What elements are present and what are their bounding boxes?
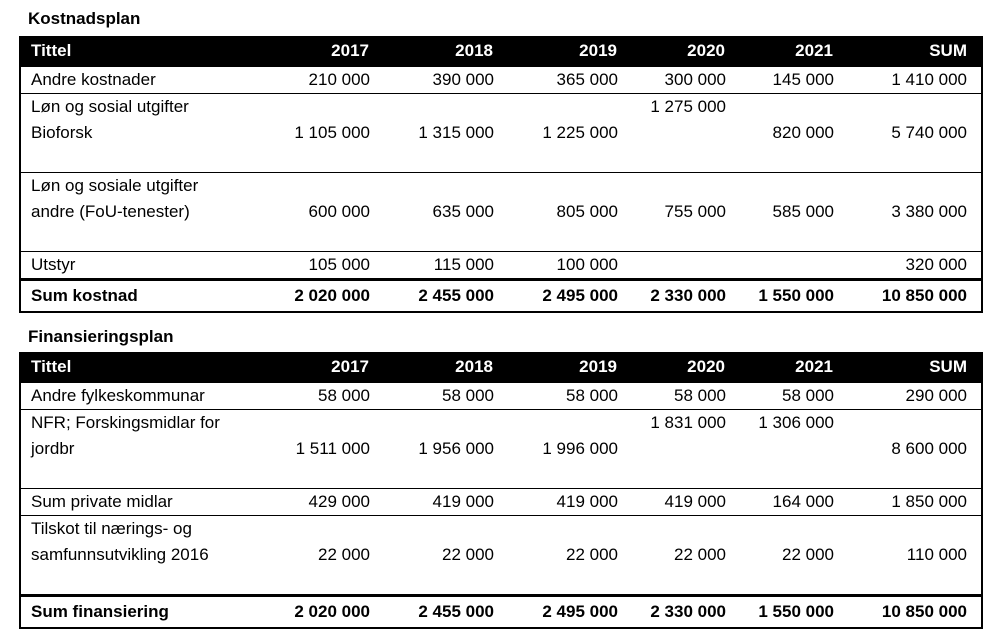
row-label-line: Løn og sosial utgifter <box>31 97 189 116</box>
cell-value: 1 306 000 <box>740 410 848 489</box>
cell-value <box>632 252 740 280</box>
cell-value: 105 000 <box>254 252 384 280</box>
cell-value: 8 600 000 <box>848 410 982 489</box>
cell-value: 1 315 000 <box>384 94 508 173</box>
finansieringsplan-table <box>19 352 983 629</box>
cell-value: 290 000 <box>848 383 982 410</box>
cell-value: 390 000 <box>384 67 508 94</box>
row-label-line: Tilskot til nærings- og <box>31 519 192 538</box>
cell-value: 100 000 <box>508 252 632 280</box>
cell-value: 58 000 <box>384 383 508 410</box>
cell-value: 1 956 000 <box>384 410 508 489</box>
sum-value: 2 330 000 <box>632 596 740 629</box>
row-label-line: Løn og sosiale utgifter <box>31 176 199 195</box>
row-label: Sum private midlar <box>20 489 254 516</box>
row-label <box>20 173 254 252</box>
cell-value: 58 000 <box>740 383 848 410</box>
row-label-line: andre (FoU-tenester) <box>31 202 190 221</box>
header-cell: 2017 <box>254 36 384 67</box>
header-cell: 2019 <box>508 36 632 67</box>
table-header-row <box>20 352 982 383</box>
sum-value: 10 850 000 <box>848 596 982 629</box>
table-row <box>20 383 982 410</box>
cell-value: 320 000 <box>848 252 982 280</box>
cell-value: 755 000 <box>632 173 740 252</box>
header-cell: 2020 <box>632 36 740 67</box>
header-cell: 2021 <box>740 352 848 383</box>
header-cell: 2019 <box>508 352 632 383</box>
sum-value: 2 455 000 <box>384 596 508 629</box>
cell-value: 585 000 <box>740 173 848 252</box>
row-label-line: NFR; Forskingsmidlar for <box>31 413 220 432</box>
header-cell: SUM <box>848 352 982 383</box>
cell-value: 419 000 <box>632 489 740 516</box>
cell-value: 419 000 <box>384 489 508 516</box>
row-label: Andre fylkeskommunar <box>20 383 254 410</box>
cell-value: 164 000 <box>740 489 848 516</box>
table-header-row <box>20 36 982 67</box>
cell-value: 145 000 <box>740 67 848 94</box>
header-cell: SUM <box>848 36 982 67</box>
cell-value: 805 000 <box>508 173 632 252</box>
cell-value: 1 831 000 <box>632 410 740 489</box>
row-label <box>20 410 254 489</box>
kostnadsplan-table <box>19 36 983 313</box>
cell-value: 22 000 <box>632 516 740 596</box>
row-label-line: jordbr <box>31 439 75 458</box>
cell-value: 22 000 <box>254 516 384 596</box>
table-row <box>20 516 982 596</box>
kostnadsplan-title: Kostnadsplan <box>28 9 141 28</box>
sum-value: 2 020 000 <box>254 280 384 313</box>
sum-value: 2 330 000 <box>632 280 740 313</box>
sum-value: 2 495 000 <box>508 596 632 629</box>
cell-value: 115 000 <box>384 252 508 280</box>
cell-value: 5 740 000 <box>848 94 982 173</box>
header-cell: 2018 <box>384 352 508 383</box>
sum-value: 1 550 000 <box>740 596 848 629</box>
sum-value: 1 550 000 <box>740 280 848 313</box>
cell-value: 1 225 000 <box>508 94 632 173</box>
finansieringsplan-title: Finansieringsplan <box>28 327 174 346</box>
cell-value: 1 275 000 <box>632 94 740 173</box>
sum-label: Sum kostnad <box>20 280 254 313</box>
header-cell: 2017 <box>254 352 384 383</box>
cell-value: 1 511 000 <box>254 410 384 489</box>
table-row <box>20 94 982 173</box>
cell-value: 300 000 <box>632 67 740 94</box>
cell-value: 58 000 <box>254 383 384 410</box>
header-cell: 2018 <box>384 36 508 67</box>
cell-value <box>740 252 848 280</box>
cell-value: 22 000 <box>384 516 508 596</box>
cell-value: 419 000 <box>508 489 632 516</box>
cell-value: 3 380 000 <box>848 173 982 252</box>
table-row <box>20 252 982 280</box>
row-label-line: Bioforsk <box>31 123 93 142</box>
row-label-line: samfunnsutvikling 2016 <box>31 545 209 564</box>
cell-value: 1 105 000 <box>254 94 384 173</box>
sum-value: 2 020 000 <box>254 596 384 629</box>
sum-value: 2 455 000 <box>384 280 508 313</box>
table-row <box>20 489 982 516</box>
cell-value: 365 000 <box>508 67 632 94</box>
table-row <box>20 67 982 94</box>
table-row <box>20 173 982 252</box>
sum-value: 10 850 000 <box>848 280 982 313</box>
cell-value: 1 850 000 <box>848 489 982 516</box>
cell-value: 1 996 000 <box>508 410 632 489</box>
cell-value: 110 000 <box>848 516 982 596</box>
cell-value: 635 000 <box>384 173 508 252</box>
header-cell: 2020 <box>632 352 740 383</box>
cell-value: 58 000 <box>508 383 632 410</box>
row-label: Andre kostnader <box>20 67 254 94</box>
header-cell: 2021 <box>740 36 848 67</box>
cell-value: 58 000 <box>632 383 740 410</box>
cell-value: 600 000 <box>254 173 384 252</box>
cell-value: 1 410 000 <box>848 67 982 94</box>
sum-value: 2 495 000 <box>508 280 632 313</box>
sum-label: Sum finansiering <box>20 596 254 629</box>
cell-value: 22 000 <box>508 516 632 596</box>
header-cell: Tittel <box>20 352 254 383</box>
row-label <box>20 516 254 596</box>
cell-value: 210 000 <box>254 67 384 94</box>
sum-row <box>20 596 982 629</box>
table-row <box>20 410 982 489</box>
cell-value: 22 000 <box>740 516 848 596</box>
header-cell: Tittel <box>20 36 254 67</box>
row-label <box>20 94 254 173</box>
sum-row <box>20 280 982 313</box>
cell-value: 820 000 <box>740 94 848 173</box>
cell-value: 429 000 <box>254 489 384 516</box>
row-label: Utstyr <box>20 252 254 280</box>
